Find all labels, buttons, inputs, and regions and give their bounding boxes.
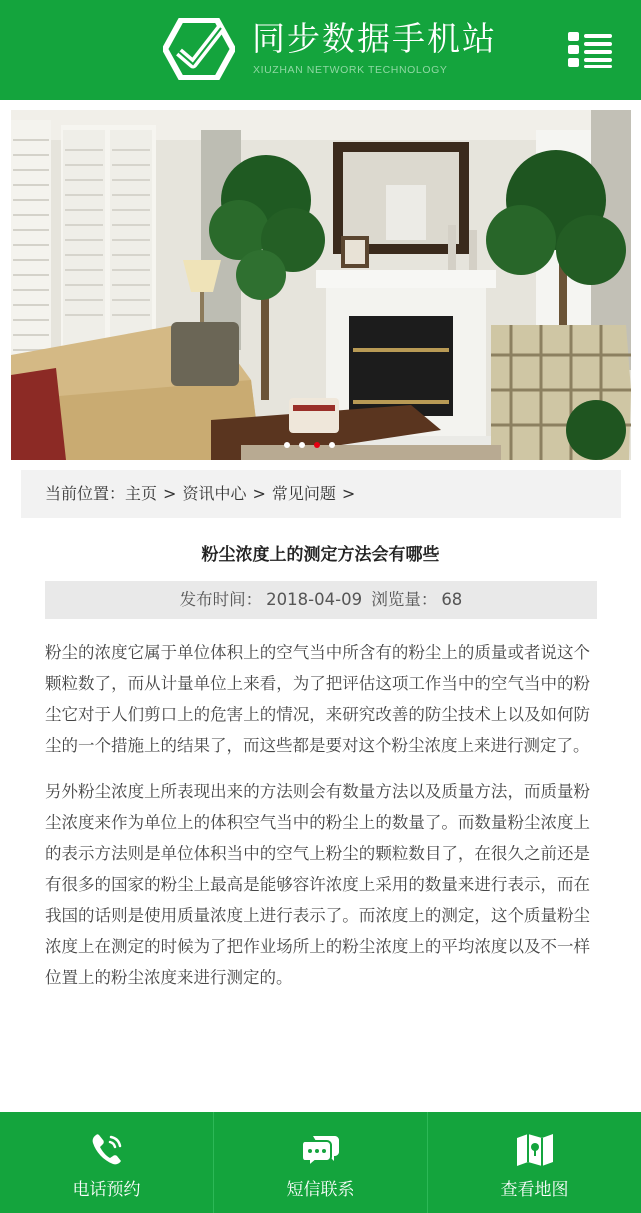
views-count: 68: [441, 590, 463, 609]
banner-dot[interactable]: [284, 442, 290, 448]
article-paragraph: 另外粉尘浓度上所表现出来的方法则会有数量方法以及质量方法，而质量粉尘浓度来作为单位上的体积空气当中的粉尘上的数量了。而数量粉尘浓度上的表示方法则是单位体积当中的空气上粉尘的颗粒数目了，在很久之前还是有很多的国家的粉尘上最高是能够容许浓度上采用的数量来进行表示，而在我国的话则是使用质量浓度上进行表示了。而浓度上的测定，这个质量粉尘浓度上在测定的时候为了把作业场所上的粉尘浓度上的平均浓度以及不一样位置上的粉尘浓度来进行测定的。: [45, 782, 590, 987]
banner-slider[interactable]: [11, 110, 631, 460]
breadcrumb: [21, 470, 621, 518]
sms-contact-button[interactable]: [213, 1112, 427, 1213]
view-map-label: 查看地图: [500, 1180, 569, 1200]
breadcrumb-news-link[interactable]: 资讯中心: [182, 484, 247, 503]
article-title: 粉尘浓度上的测定方法会有哪些: [201, 545, 440, 565]
banner-dot[interactable]: [329, 442, 335, 448]
breadcrumb-separator: >: [252, 484, 266, 503]
banner-dot[interactable]: [299, 442, 305, 448]
living-room-photo: [11, 110, 631, 460]
phone-icon: [87, 1132, 127, 1168]
hexagon-check-logo-icon[interactable]: [163, 18, 235, 80]
views-label: 浏览量：: [371, 590, 438, 609]
site-title[interactable]: 同步数据手机站: [252, 19, 497, 58]
message-icon: [301, 1132, 341, 1168]
article-paragraph: 粉尘的浓度它属于单位体积上的空气当中所含有的粉尘上的质量或者说这个颗粒数了，而从计量单位上来看，为了把评估这项工作当中的空气当中的粉尘它对于人们剪口上的危害上的情况，来研究改善的防尘技术上以及如何防尘的一个措施上的结果了，而这些都是要对这个粉尘浓度上来进行测定了。: [45, 643, 590, 755]
breadcrumb-home-link[interactable]: 主页: [125, 484, 158, 503]
publish-label: 发布时间：: [179, 590, 263, 609]
breadcrumb-separator: >: [163, 484, 177, 503]
article-meta: [45, 581, 597, 619]
breadcrumb-separator: >: [341, 484, 356, 503]
site-subtitle: XIUZHAN NETWORK TECHNOLOGY: [253, 64, 448, 76]
banner-dot-active[interactable]: [314, 442, 320, 448]
breadcrumb-prefix: 当前位置：: [45, 484, 126, 503]
publish-date: 2018-04-09: [266, 590, 363, 609]
banner-pagination: [284, 442, 335, 448]
article-content: [45, 637, 590, 1008]
phone-booking-button[interactable]: [0, 1112, 213, 1213]
sms-contact-label: 短信联系: [286, 1180, 355, 1200]
site-header: [0, 0, 641, 100]
view-map-button[interactable]: [427, 1112, 641, 1213]
breadcrumb-faq-link[interactable]: 常见问题: [271, 484, 336, 503]
map-icon: [515, 1132, 555, 1168]
menu-list-icon[interactable]: [566, 30, 614, 70]
phone-booking-label: 电话预约: [72, 1180, 141, 1200]
bottom-nav: [0, 1112, 641, 1213]
